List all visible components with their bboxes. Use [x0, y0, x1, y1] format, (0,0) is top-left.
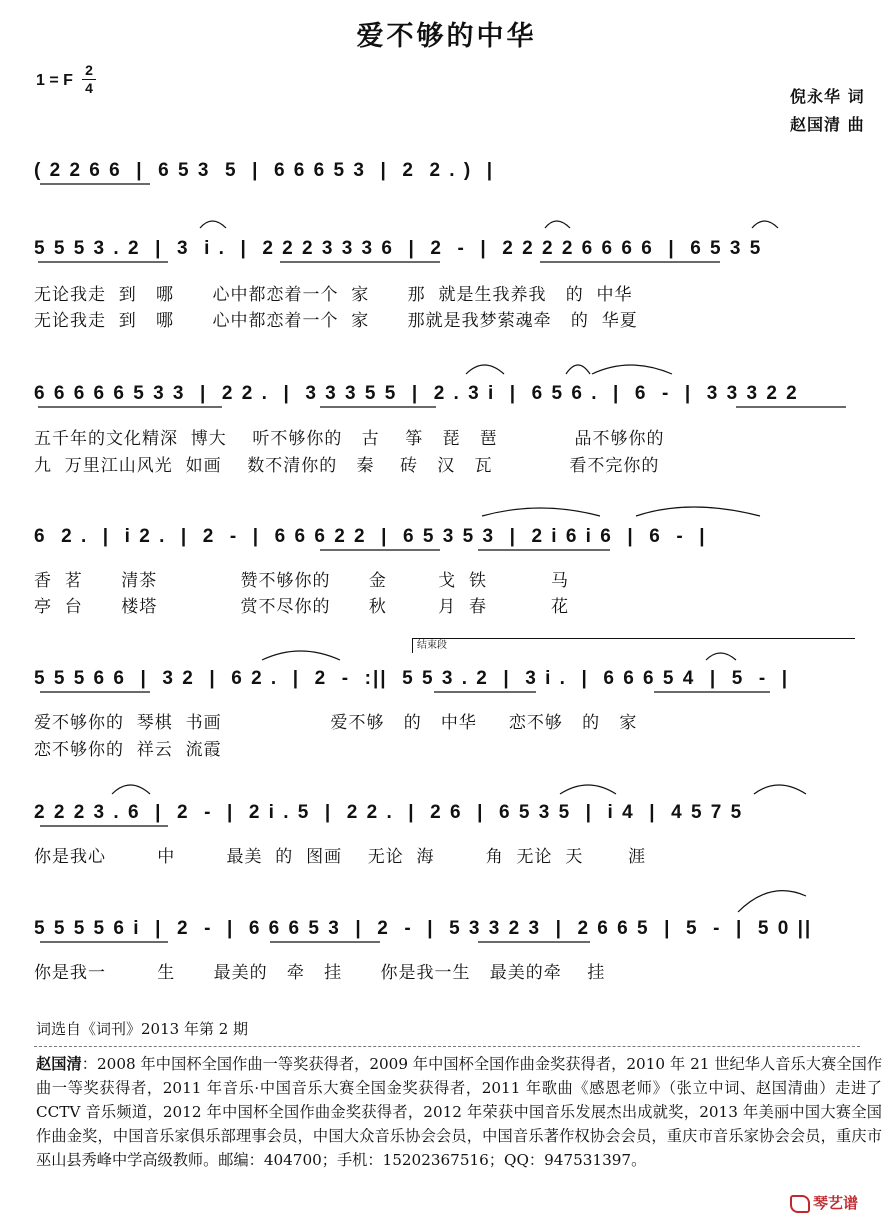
- logo-text: 琴艺谱: [813, 1194, 859, 1212]
- slur-mark: [262, 651, 340, 660]
- slur-mark: [560, 785, 616, 794]
- slur-mark: [566, 365, 590, 374]
- divider: [34, 1046, 860, 1047]
- slur-mark: [112, 785, 150, 794]
- row6-notes: 5 5 5 5 6 i | 2 - | 6 6 6 5 3 | 2 - | 5 3 3 2 3 | 2 6 6 5 | 5 - | 5 0 ||: [34, 918, 813, 939]
- row4-lyric2: 恋不够你的 祥云 流霞: [34, 740, 222, 760]
- logo-icon: [790, 1195, 810, 1213]
- composer-bio: [36, 1052, 882, 1172]
- lyricist-credit: 倪永华 词: [790, 87, 865, 106]
- row1-lyric1: 无论我走 到 哪 心中都恋着一个 家 那 就是生我养我 的 中华: [34, 285, 633, 305]
- slur-mark: [545, 221, 570, 228]
- row3-notes: 6 2 . | i 2 . | 2 - | 6 6 6 2 2 | 6 5 3 5 3 | 2 i 6 i 6 | 6 - |: [34, 526, 707, 547]
- slur-mark: [636, 507, 760, 516]
- row6-lyric1: 你是我一 生 最美的 牵 挂 你是我一生 最美的牵 挂: [34, 963, 606, 983]
- slur-mark: [482, 508, 600, 516]
- bio-name: 赵国清: [36, 1055, 82, 1073]
- row3-lyric2: 亭 台 楼塔 赏不尽你的 秋 月 春 花: [34, 597, 569, 617]
- slur-mark: [738, 891, 806, 912]
- page-title: 爱不够的中华: [356, 21, 537, 52]
- ending-section-marker: 结束段: [412, 638, 855, 653]
- intro-notes: ( 2 2 6 6 | 6 5 3 5 | 6 6 6 5 3 | 2 2 . ) |: [34, 160, 495, 181]
- row5-lyric1: 你是我心 中 最美 的 图画 无论 海 角 无论 天 涯: [34, 847, 647, 867]
- time-signature-bottom: 4: [85, 80, 93, 96]
- row5-notes: 2 2 2 3 . 6 | 2 - | 2 i . 5 | 2 2 . | 2 6 | 6 5 3 5 | i 4 | 4 5 7 5: [34, 802, 744, 823]
- key-signature: 1 = F: [36, 72, 73, 89]
- row2-notes: 6 6 6 6 6 5 3 3 | 2 2 . | 3 3 3 5 5 | 2 . 3 i | 6 5 6 . | 6 - | 3 3 3 2 2: [34, 383, 799, 404]
- site-logo[interactable]: [790, 1192, 858, 1213]
- row1-notes: 5 5 5 3 . 2 | 3 i . | 2 2 2 3 3 3 6 | 2 - | 2 2 2 2 6 6 6 6 | 6 5 3 5: [34, 238, 763, 259]
- bio-text: ：2008 年中国杯全国作曲一等奖获得者，2009 年中国杯全国作曲金奖获得者，2010 年 21 世纪华人音乐大赛全国作曲一等奖获得者，2011 年音乐·中国音乐大赛全国金奖获得者，2011 年歌曲《感恩老师》（张立中词、赵国清曲）走进了 CCTV 音乐频道，2012 年中国杯全国作曲金奖获得者，2012 年荣获中国音乐发展杰出成就奖，2013 年美丽中国大赛全国作曲金奖，中国音乐家俱乐部理事会员，中国大众音乐协会会员，中国音乐著作权协会会员，重庆市音乐家协会会员，重庆市巫山县秀峰中学高级教师。邮编：404700；手机：15202367516；QQ：947531397。: [36, 1055, 883, 1169]
- row4-notes: 5 5 5 6 6 | 3 2 | 6 2 . | 2 - :|| 5 5 3 . 2 | 3 i . | 6 6 6 5 4 | 5 - |: [34, 668, 790, 689]
- slur-mark: [592, 365, 672, 374]
- row4-lyric1: 爱不够你的 琴棋 书画 爱不够 的 中华 恋不够 的 家: [34, 713, 638, 733]
- composer-credit: 赵国清 曲: [790, 115, 865, 134]
- slur-mark: [200, 221, 226, 228]
- lyrics-source: 词选自《词刊》2013 年第 2 期: [36, 1020, 249, 1038]
- row2-lyric2: 九 万里江山风光 如画 数不清你的 秦 砖 汉 瓦 看不完你的: [34, 456, 660, 476]
- slur-mark: [754, 785, 806, 794]
- row1-lyric2: 无论我走 到 哪 心中都恋着一个 家 那就是我梦萦魂牵 的 华夏: [34, 311, 638, 331]
- slur-mark: [466, 365, 504, 374]
- slur-mark: [706, 653, 736, 660]
- row2-lyric1: 五千年的文化精深 博大 听不够你的 古 筝 琵 琶 品不够你的: [34, 429, 665, 449]
- time-signature-top: 2: [82, 62, 96, 80]
- slur-mark: [752, 221, 778, 228]
- row3-lyric1: 香 茗 清茶 赞不够你的 金 戈 铁 马: [34, 571, 569, 591]
